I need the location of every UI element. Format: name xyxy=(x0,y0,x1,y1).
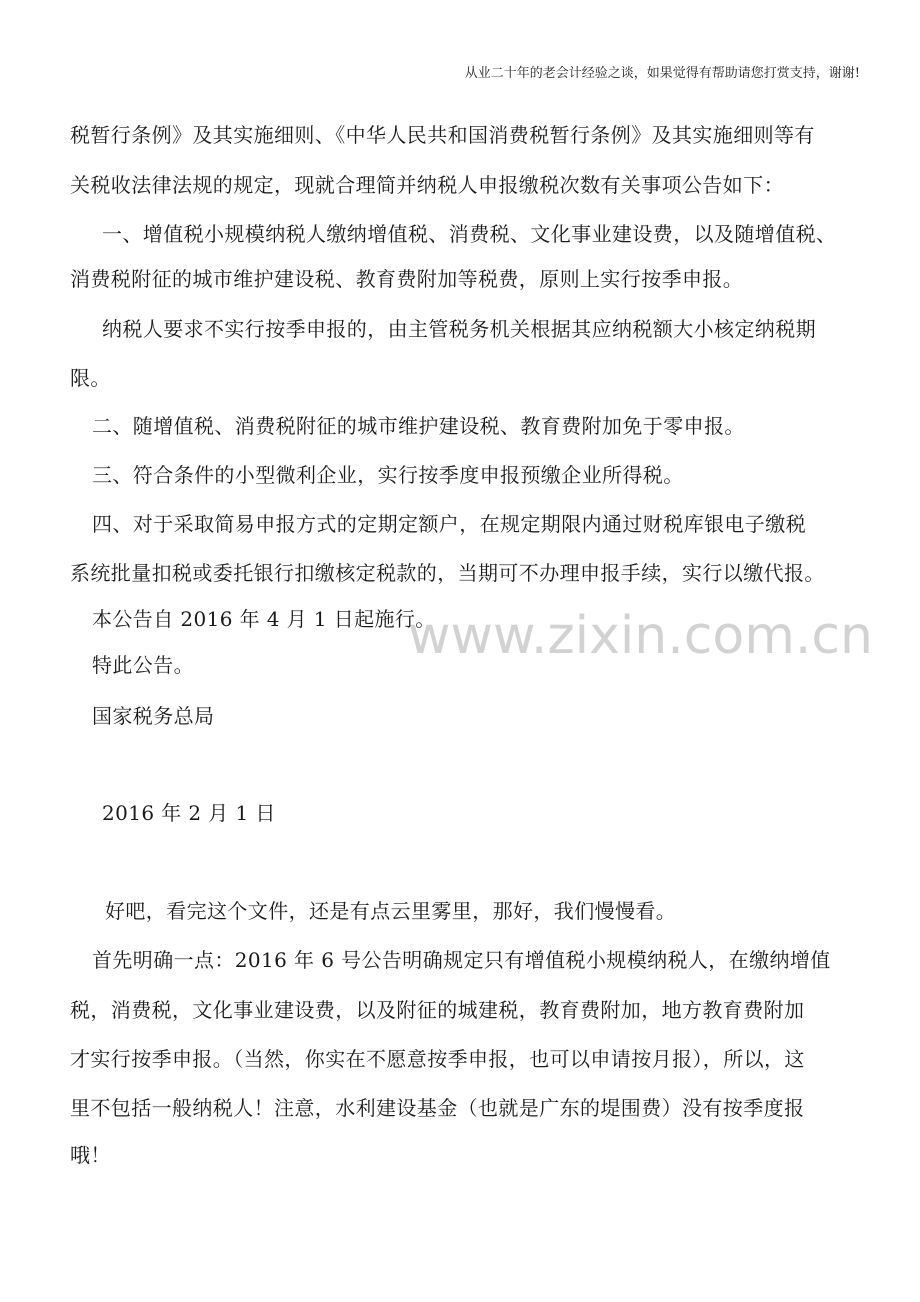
header-note: 从业二十年的老会计经验之谈，如果觉得有帮助请您打赏支持，谢谢! xyxy=(464,66,860,81)
effective-date-line: 本公告自 2016 年 4 月 1 日起施行。 xyxy=(92,607,436,631)
body-line: 三、符合条件的小型微利企业，实行按季度申报预缴企业所得税。 xyxy=(92,463,684,487)
announcement-closing: 特此公告。 xyxy=(92,653,194,677)
body-line: 系统批量扣税或委托银行扣缴核定税款的，当期可不办理申报手续，实行以缴代报。 xyxy=(70,561,825,585)
body-line: 限。 xyxy=(70,366,111,390)
commentary-line: 税，消费税，文化事业建设费，以及附征的城建税，教育费附加，地方教育费附加 xyxy=(70,998,805,1022)
body-line: 税暂行条例》及其实施细则、《中华人民共和国消费税暂行条例》及其实施细则等有 xyxy=(70,123,815,147)
body-line: 二、随增值税、消费税附征的城市维护建设税、教育费附加免于零申报。 xyxy=(92,414,745,438)
commentary-line: 才实行按季申报。（当然，你实在不愿意按季申报，也可以申请按月报），所以，这 xyxy=(70,1047,805,1071)
body-line: 纳税人要求不实行按季申报的，由主管税务机关根据其应纳税额大小核定纳税期 xyxy=(102,317,816,341)
issuer-name: 国家税务总局 xyxy=(92,704,215,728)
body-line: 消费税附征的城市维护建设税、教育费附加等税费，原则上实行按季申报。 xyxy=(70,267,744,291)
watermark: www.zixin.com.cn xyxy=(408,606,873,666)
body-line: 一、增值税小规模纳税人缴纳增值税、消费税、文化事业建设费，以及随增值税、 xyxy=(102,222,837,246)
commentary-line: 好吧，看完这个文件，还是有点云里雾里，那好，我们慢慢看。 xyxy=(105,899,677,923)
body-line: 关税收法律法规的规定，现就合理简并纳税人申报缴税次数有关事项公告如下： xyxy=(70,173,784,197)
issue-date: 2016 年 2 月 1 日 xyxy=(102,801,276,825)
commentary-line: 首先明确一点：2016 年 6 号公告明确规定只有增值税小规模纳税人，在缴纳增值 xyxy=(92,948,831,972)
commentary-line: 哦！ xyxy=(70,1143,111,1167)
commentary-line: 里不包括一般纳税人！注意，水利建设基金（也就是广东的堤围费）没有按季度报 xyxy=(70,1096,805,1120)
body-line: 四、对于采取简易申报方式的定期定额户，在规定期限内通过财税库银电子缴税 xyxy=(92,512,806,536)
